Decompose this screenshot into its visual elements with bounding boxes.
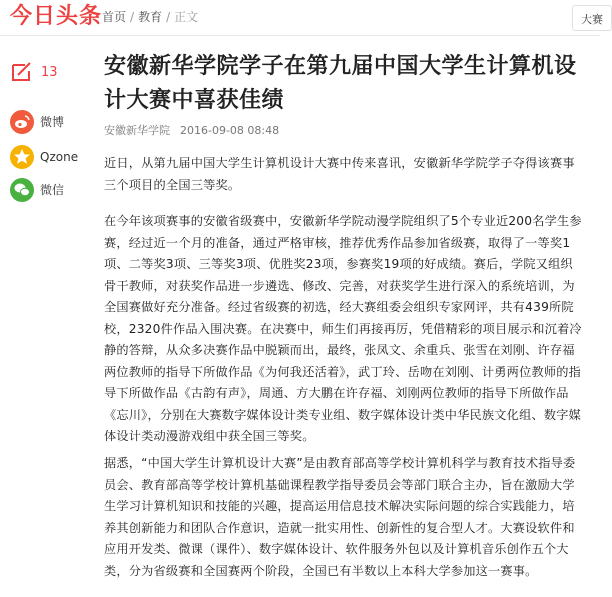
article-paragraph: 据悉，“中国大学生计算机设计大赛”是由教育部高等学校计算机科学与教育技术指导委员会、教育部高等学校计算机基础课程教学指导委员会等部门联合主办，旨在激励大学生学习计算机知识和技能的兴趣，提高运用信息技术解决实际问题的综合实践能力，培养其创新能力和团队合作意识，造就一批实用性、创新性的复合型人才。大赛设软件和应用开发类、微课（课件）、数字媒体设计、软件服务外包以及计算机音乐创作五个大类，分为省级赛和全国赛两个阶段，全国已有半数以上本科大学参加这一赛事。 <box>104 456 576 578</box>
share-weibo-label: 微博 <box>40 115 65 129</box>
top-bar <box>0 0 603 36</box>
wechat-icon <box>10 178 34 202</box>
share-qzone[interactable] <box>10 145 78 169</box>
qzone-star-icon <box>10 145 34 169</box>
breadcrumb-separator: / <box>130 10 135 24</box>
breadcrumb-education[interactable]: 教育 <box>138 10 163 24</box>
article-time: 2016-09-08 08:48 <box>180 124 280 137</box>
share-wechat[interactable] <box>10 178 64 202</box>
share-qzone-label: Qzone <box>40 150 79 164</box>
share-weibo[interactable] <box>10 110 64 134</box>
breadcrumb-home[interactable]: 首页 <box>102 10 127 24</box>
breadcrumb <box>102 9 198 25</box>
comment-icon <box>10 60 34 84</box>
comment-button[interactable] <box>10 60 58 84</box>
logo[interactable]: 今日头条 <box>10 4 103 29</box>
search-input[interactable]: 大赛 <box>572 5 612 31</box>
article-paragraph: 近日，从第九届中国大学生计算机设计大赛中传来喜讯，安徽新华学院学子夺得该赛事三个项目的全国三等奖。 <box>104 156 575 192</box>
breadcrumb-current: 正文 <box>174 10 199 24</box>
article-title: 安徽新华学院学子在第九届中国大学生计算机设计大赛中喜获佳绩 <box>104 54 577 113</box>
weibo-icon <box>10 110 34 134</box>
article-source[interactable]: 安徽新华学院 <box>104 124 170 137</box>
share-wechat-label: 微信 <box>40 183 65 197</box>
comment-count: 13 <box>41 64 58 80</box>
article-paragraph: 在今年该项赛事的安徽省级赛中，安徽新华学院动漫学院组织了5个专业近200名学生参赛，经过近一个月的准备，通过严格审核，推荐优秀作品参加省级赛，取得了一等奖1项、二等奖3项、三等奖3项、优胜奖23项，参赛奖19项的好成绩。赛后，学院又组织骨干教师，对获奖作品进一步遴选、修改、完善，对获奖学生进行深入的系统培训，为全国赛做好充分准备。经过省级赛的初选，经大赛组委会组织专家网评，共有439所院校，2320件作品入围决赛。在决赛中，师生们再接再厉，凭借精彩的项目展示和沉着冷静的答辩，从众多决赛作品中脱颖而出，最终，张凤文、余重兵、张雪在刘刚、许存福两位教师的指导下所做作品《为何我还活着》，武丁玲、岳吻在刘刚、计勇两位教师的指导下所做作品《古韵有声》，周通、方大鹏在许存福、刘刚两位教师的指导下所做作品《忘川》，分别在大赛数字媒体设计类专业组、数字媒体设计类中华民族文化组、数字媒体设计类动漫游戏组中获全国三等奖。 <box>104 214 582 443</box>
article-meta <box>104 124 279 138</box>
breadcrumb-separator: / <box>166 10 171 24</box>
